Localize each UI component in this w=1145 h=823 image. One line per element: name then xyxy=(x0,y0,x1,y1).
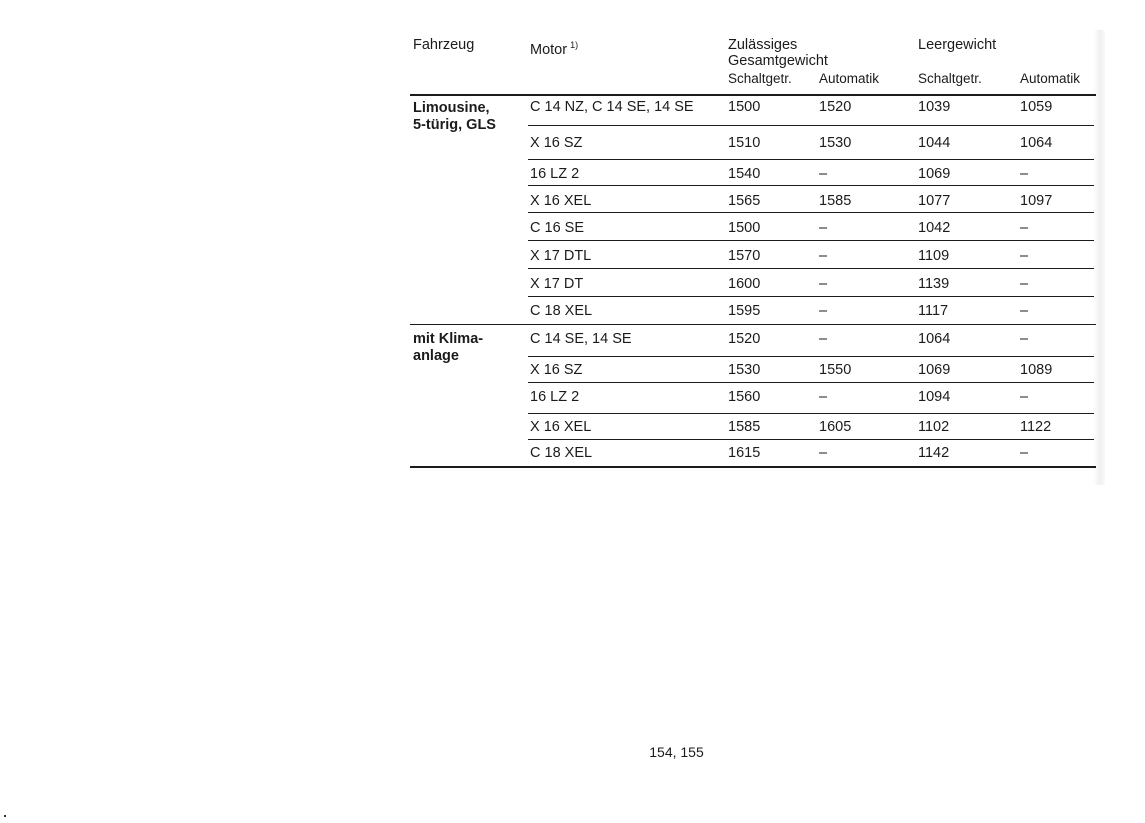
empty-manual-cell: 1039 xyxy=(918,99,951,115)
motor-cell: C 14 SE, 14 SE xyxy=(530,331,632,347)
page-edge-shadow xyxy=(1093,30,1105,485)
permissible-automatic-cell: – xyxy=(819,220,828,236)
subheader-manual-permissible: Schaltgetr. xyxy=(728,71,792,86)
row-divider xyxy=(528,240,1094,241)
row-divider xyxy=(528,413,1094,414)
group-label-climate-line1: mit Klima- xyxy=(413,331,484,347)
header-motor xyxy=(530,38,578,58)
empty-automatic-cell: – xyxy=(1020,276,1029,292)
permissible-manual-cell: 1520 xyxy=(728,331,761,347)
row-divider xyxy=(528,356,1094,357)
page-numbers: 154, 155 xyxy=(649,744,704,760)
empty-automatic-cell: 1122 xyxy=(1020,419,1052,435)
row-divider xyxy=(528,296,1094,297)
empty-manual-cell: 1139 xyxy=(918,276,950,292)
header-permissible-line2: Gesamtgewicht xyxy=(728,53,828,69)
header-motor-label: Motor xyxy=(530,41,568,58)
permissible-automatic-cell: 1585 xyxy=(819,193,852,209)
permissible-automatic-cell: – xyxy=(819,331,828,347)
motor-cell: X 16 SZ xyxy=(530,362,583,378)
empty-automatic-cell: 1064 xyxy=(1020,135,1053,151)
motor-cell: X 17 DTL xyxy=(530,248,592,264)
permissible-manual-cell: 1600 xyxy=(728,276,761,292)
permissible-automatic-cell: 1605 xyxy=(819,419,852,435)
permissible-manual-cell: 1540 xyxy=(728,166,761,182)
header-rule xyxy=(410,94,1096,96)
row-divider xyxy=(528,125,1094,126)
motor-cell: X 16 XEL xyxy=(530,419,592,435)
empty-automatic-cell: – xyxy=(1020,248,1029,264)
header-vehicle: Fahrzeug xyxy=(413,37,475,53)
empty-automatic-cell: 1059 xyxy=(1020,99,1053,115)
motor-cell: C 18 XEL xyxy=(530,445,593,461)
header-empty-weight: Leergewicht xyxy=(918,37,997,53)
row-divider xyxy=(528,185,1094,186)
group-label-limousine xyxy=(413,100,496,134)
permissible-automatic-cell: – xyxy=(819,166,828,182)
permissible-automatic-cell: – xyxy=(819,445,828,461)
permissible-manual-cell: 1560 xyxy=(728,389,761,405)
motor-cell: X 16 SZ xyxy=(530,135,583,151)
permissible-manual-cell: 1510 xyxy=(728,135,761,151)
motor-cell: X 16 XEL xyxy=(530,193,592,209)
subheader-manual-empty: Schaltgetr. xyxy=(918,71,982,86)
header-permissible-line1: Zulässiges xyxy=(728,37,798,53)
row-divider xyxy=(528,382,1094,383)
permissible-manual-cell: 1565 xyxy=(728,193,761,209)
permissible-automatic-cell: – xyxy=(819,248,828,264)
empty-manual-cell: 1094 xyxy=(918,389,951,405)
empty-automatic-cell: – xyxy=(1020,220,1029,236)
row-divider xyxy=(528,439,1094,440)
group-label-limousine-line2: 5-türig, GLS xyxy=(413,117,496,133)
permissible-manual-cell: 1585 xyxy=(728,419,761,435)
scan-speck xyxy=(4,815,6,817)
permissible-automatic-cell: 1520 xyxy=(819,99,852,115)
permissible-automatic-cell: 1530 xyxy=(819,135,852,151)
empty-automatic-cell: 1089 xyxy=(1020,362,1053,378)
empty-automatic-cell: 1097 xyxy=(1020,193,1053,209)
permissible-manual-cell: 1615 xyxy=(728,445,761,461)
empty-manual-cell: 1044 xyxy=(918,135,951,151)
empty-manual-cell: 1069 xyxy=(918,166,951,182)
motor-footnote-marker: 1) xyxy=(570,40,579,50)
empty-manual-cell: 1102 xyxy=(918,419,950,435)
motor-cell: X 17 DT xyxy=(530,276,584,292)
permissible-automatic-cell: 1550 xyxy=(819,362,852,378)
motor-cell: C 14 NZ, C 14 SE, 14 SE xyxy=(530,99,694,115)
empty-manual-cell: 1117 xyxy=(918,303,949,319)
empty-manual-cell: 1109 xyxy=(918,248,950,264)
group-label-climate xyxy=(413,331,483,365)
row-divider xyxy=(528,212,1094,213)
motor-cell: C 18 XEL xyxy=(530,303,593,319)
empty-manual-cell: 1064 xyxy=(918,331,951,347)
motor-cell: 16 LZ 2 xyxy=(530,166,580,182)
empty-manual-cell: 1042 xyxy=(918,220,951,236)
group-label-climate-line2: anlage xyxy=(413,348,459,364)
permissible-manual-cell: 1500 xyxy=(728,99,761,115)
table-bottom-rule xyxy=(410,466,1096,468)
subheader-automatic-permissible: Automatik xyxy=(819,71,880,86)
empty-automatic-cell: – xyxy=(1020,303,1029,319)
permissible-automatic-cell: – xyxy=(819,389,828,405)
subheader-automatic-empty: Automatik xyxy=(1020,71,1081,86)
page-footer xyxy=(0,744,1145,760)
permissible-automatic-cell: – xyxy=(819,303,828,319)
row-divider xyxy=(528,159,1094,160)
row-divider xyxy=(528,268,1094,269)
group-label-limousine-line1: Limousine, xyxy=(413,100,490,116)
permissible-manual-cell: 1595 xyxy=(728,303,761,319)
group-divider xyxy=(410,324,1096,325)
empty-manual-cell: 1077 xyxy=(918,193,951,209)
empty-manual-cell: 1142 xyxy=(918,445,950,461)
empty-manual-cell: 1069 xyxy=(918,362,951,378)
permissible-manual-cell: 1570 xyxy=(728,248,761,264)
motor-cell: C 16 SE xyxy=(530,220,584,236)
empty-automatic-cell: – xyxy=(1020,166,1029,182)
permissible-manual-cell: 1500 xyxy=(728,220,761,236)
empty-automatic-cell: – xyxy=(1020,389,1029,405)
motor-cell: 16 LZ 2 xyxy=(530,389,580,405)
permissible-automatic-cell: – xyxy=(819,276,828,292)
empty-automatic-cell: – xyxy=(1020,331,1029,347)
empty-automatic-cell: – xyxy=(1020,445,1029,461)
permissible-manual-cell: 1530 xyxy=(728,362,761,378)
